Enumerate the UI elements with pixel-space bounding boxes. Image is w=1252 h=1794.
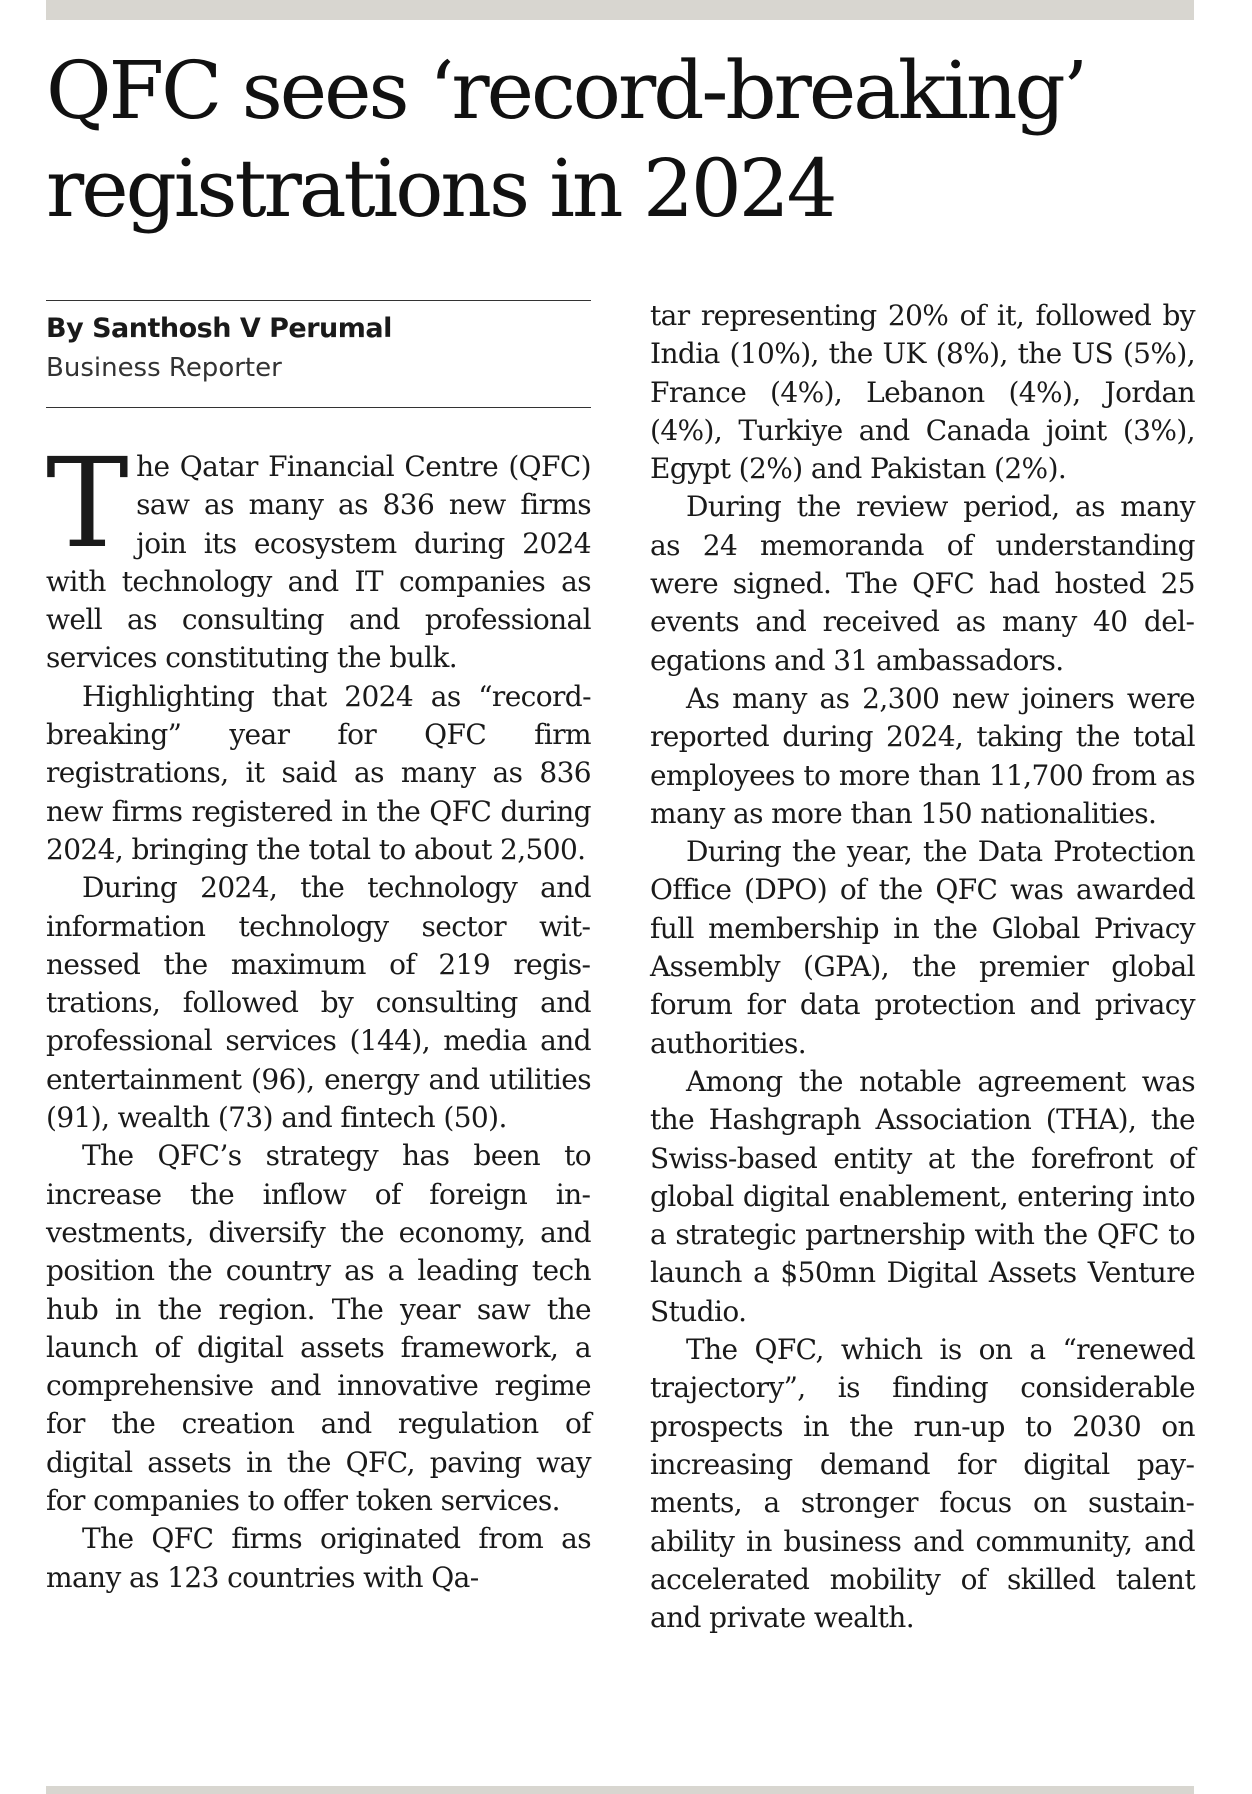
top-divider-bar: [46, 0, 1194, 20]
author-name: By Santhosh V Perumal: [46, 313, 392, 344]
article-column-left: [46, 432, 591, 1597]
article-headline: QFC sees ‘record-breaking’ registrations in 2024: [46, 44, 1086, 235]
paragraph: As many as 2,300 new joiners were reported during 2024, taking the total employees to more than 11,700 from as many as more than 150 nationalities.: [650, 681, 1195, 830]
paragraph: tar representing 20% of it, followed by India (10%), the UK (8%), the US (5%), France (4%), Lebanon (4%), Jordan (4%), Turkiye and Canada joint (3%), Egypt (2%) and Pakistan (2%).: [650, 299, 1195, 486]
byline: [46, 300, 591, 408]
paragraph: The QFC firms originated from as many as 123 countries with Qa-: [46, 1522, 591, 1594]
bottom-divider-bar: [46, 1786, 1194, 1794]
paragraph: During the year, the Data Protection Office (DPO) of the QFC was awarded full membership in the Global Privacy Assembly (GPA), the premier global forum for data protection and privacy authorities.: [650, 835, 1195, 1060]
author-role: Business Reporter: [46, 353, 282, 383]
paragraph: Highlighting that 2024 as “record-breaking” year for QFC firm registrations, it said as many as 836 new firms registered in the QFC during 2024, bringing the total to about 2,500.: [46, 679, 591, 866]
paragraph: During 2024, the technology and information technology sector witnessed the maximum of 219 registrations, followed by consulting and professional services (144), media and entertainment (96), energy and utilities (91), wealth (73) and fintech (50).: [46, 871, 591, 1135]
paragraph: During the review period, as many as 24 memoranda of understanding were signed. The QFC had hosted 25 events and received as many 40 delegations and 31 ambassadors.: [650, 490, 1195, 677]
article-column-right: [650, 297, 1195, 1637]
paragraph: The Qatar Financial Centre (QFC) saw as many as 836 new firms join its ecosystem during 2024 with technology and IT companies as well as consulting and professional services constituting the bulk.: [46, 432, 591, 675]
paragraph: The QFC, which is on a “renewed trajectory”, is finding considerable prospects in the run-up to 2030 on increasing demand for digital payments, a stronger focus on sustainability in business and community, and accelerated mobility of skilled talent and private wealth.: [650, 1333, 1195, 1635]
paragraph: The QFC’s strategy has been to increase the inflow of foreign investments, diversify the economy, and position the country as a leading tech hub in the region. The year saw the launch of digital assets framework, a comprehensive and innovative regime for the creation and regulation of digital assets in the QFC, paving way for companies to offer token services.: [46, 1139, 591, 1518]
paragraph: Among the notable agreement was the Hashgraph Association (THA), the Swiss-based entity at the forefront of global digital enablement, entering into a strategic partnership with the QFC to launch a $50mn Digital Assets Venture Studio.: [650, 1064, 1195, 1328]
